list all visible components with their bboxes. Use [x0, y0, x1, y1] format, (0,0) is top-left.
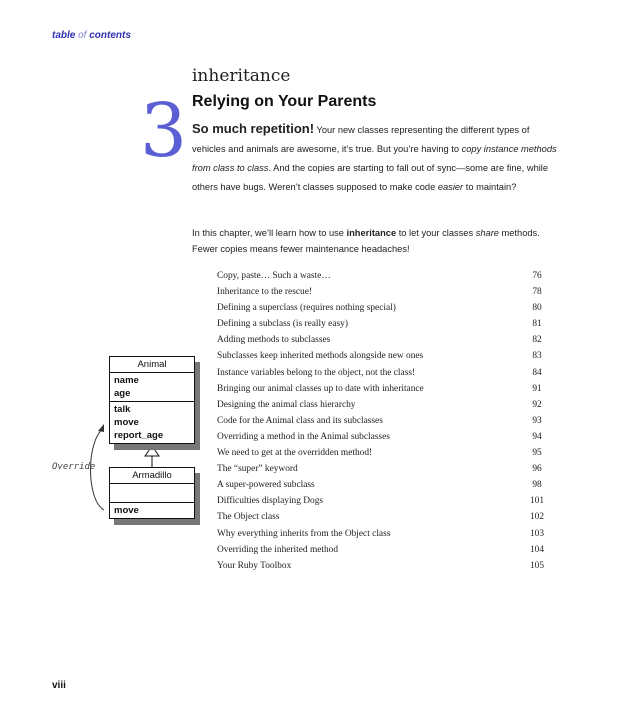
intro-text-3: to maintain?	[463, 182, 517, 192]
toc-entry-page: 102	[529, 512, 545, 523]
override-label: Override	[52, 462, 96, 472]
toc-entry-page: 105	[529, 560, 545, 571]
toc-entry-page: 95	[532, 448, 542, 459]
toc-entry-page: 104	[529, 544, 545, 555]
toc-entry-title: We need to get at the overridden method!	[217, 448, 373, 459]
override-arrowhead	[98, 424, 104, 432]
animal-method-report-age: report_age	[114, 430, 164, 441]
animal-class-box	[109, 356, 195, 444]
toc-entry-page: 96	[532, 464, 542, 475]
animal-methods	[110, 402, 194, 443]
animal-attributes	[110, 373, 194, 402]
toc-entry-title: Bringing our animal classes up to date with inheritance	[217, 383, 424, 394]
animal-class-name: Animal	[110, 357, 194, 373]
toc-entry-page: 94	[532, 431, 542, 442]
toc-entry-page: 84	[532, 367, 542, 378]
armadillo-method-move: move	[114, 505, 139, 516]
toc-entry-title: Why everything inherits from the Object class	[217, 528, 391, 539]
animal-attr-name: name	[114, 375, 139, 386]
intro-emphasis-1: copy instance methods from class to class	[192, 144, 557, 173]
header-contents: contents	[89, 30, 131, 41]
chapter-number: 3	[140, 88, 188, 174]
intro-emphasis-2: easier	[437, 182, 464, 192]
intro-text-2: . And the copies are starting to fall out of sync—some are fine, while others have bugs. Weren’t classes supposed to make code	[192, 163, 549, 192]
toc-entry-page: 103	[529, 528, 545, 539]
toc-entry-page: 80	[532, 303, 542, 314]
header-table: table	[52, 30, 76, 41]
chapter-title: Relying on Your Parents	[192, 93, 377, 110]
armadillo-methods	[110, 503, 194, 518]
animal-attr-age: age	[114, 388, 131, 399]
summary-text-1: In this chapter, we’ll learn how to use	[192, 228, 347, 238]
armadillo-class-name: Armadillo	[110, 468, 194, 484]
toc-entry-title: Overriding the inherited method	[217, 544, 339, 555]
summary-keyword: inheritance	[346, 228, 397, 238]
inheritance-arrowhead	[145, 446, 159, 456]
toc-entry-page: 101	[529, 496, 545, 507]
header-of: of	[78, 30, 87, 41]
toc-entry-title: Copy, paste… Such a waste…	[217, 271, 331, 281]
toc-entry-page: 98	[532, 480, 542, 491]
toc-entry-page: 78	[532, 287, 542, 298]
summary-emphasis: share	[475, 228, 499, 238]
toc-entry-title: Difficulties displaying Dogs	[217, 496, 324, 507]
toc-entry-title: Adding methods to subclasses	[217, 335, 331, 346]
armadillo-attributes	[110, 484, 194, 503]
toc-entry-title: Overriding a method in the Animal subclasses	[217, 431, 390, 442]
page-number: viii	[52, 680, 66, 691]
animal-method-talk: talk	[114, 404, 131, 415]
toc-entry-page: 81	[532, 319, 542, 330]
summary-text-3: methods. Fewer copies means fewer maintenance headaches!	[192, 228, 540, 254]
toc-entry-page: 83	[532, 351, 542, 362]
toc-entry-title: Defining a subclass (is really easy)	[217, 319, 348, 330]
intro-lead: So much repetition!	[192, 121, 315, 136]
toc-entry-page: 82	[532, 335, 542, 346]
toc-entry-page: 76	[532, 271, 542, 281]
toc-entry-page: 93	[532, 415, 542, 426]
summary-text-2: to let your classes	[396, 228, 476, 238]
toc-entry-title: Defining a superclass (requires nothing special)	[217, 303, 396, 314]
toc-entry-title: Code for the Animal class and its subclasses	[217, 415, 383, 426]
armadillo-class-box	[109, 467, 195, 519]
toc-entry-title: Your Ruby Toolbox	[217, 560, 292, 571]
chapter-topic: inheritance	[192, 66, 291, 86]
animal-method-move: move	[114, 417, 139, 428]
toc-entry-title: The Object class	[217, 512, 280, 523]
toc-entry-title: Instance variables belong to the object, not the class!	[217, 367, 416, 378]
toc-entry-page: 91	[532, 383, 542, 394]
toc-entry-page: 92	[532, 399, 542, 410]
toc-entry-title: Subclasses keep inherited methods alongside new ones	[217, 351, 424, 362]
intro-text-1: Your new classes representing the different types of vehicles and animals are awesome, it’s true. But you’re having to	[192, 125, 530, 154]
toc-entry-title: Inheritance to the rescue!	[217, 287, 312, 298]
toc-entry-title: A super-powered subclass	[217, 480, 315, 491]
toc-entry-title: The “super” keyword	[217, 464, 298, 475]
toc-entry-title: Designing the animal class hierarchy	[217, 399, 356, 410]
